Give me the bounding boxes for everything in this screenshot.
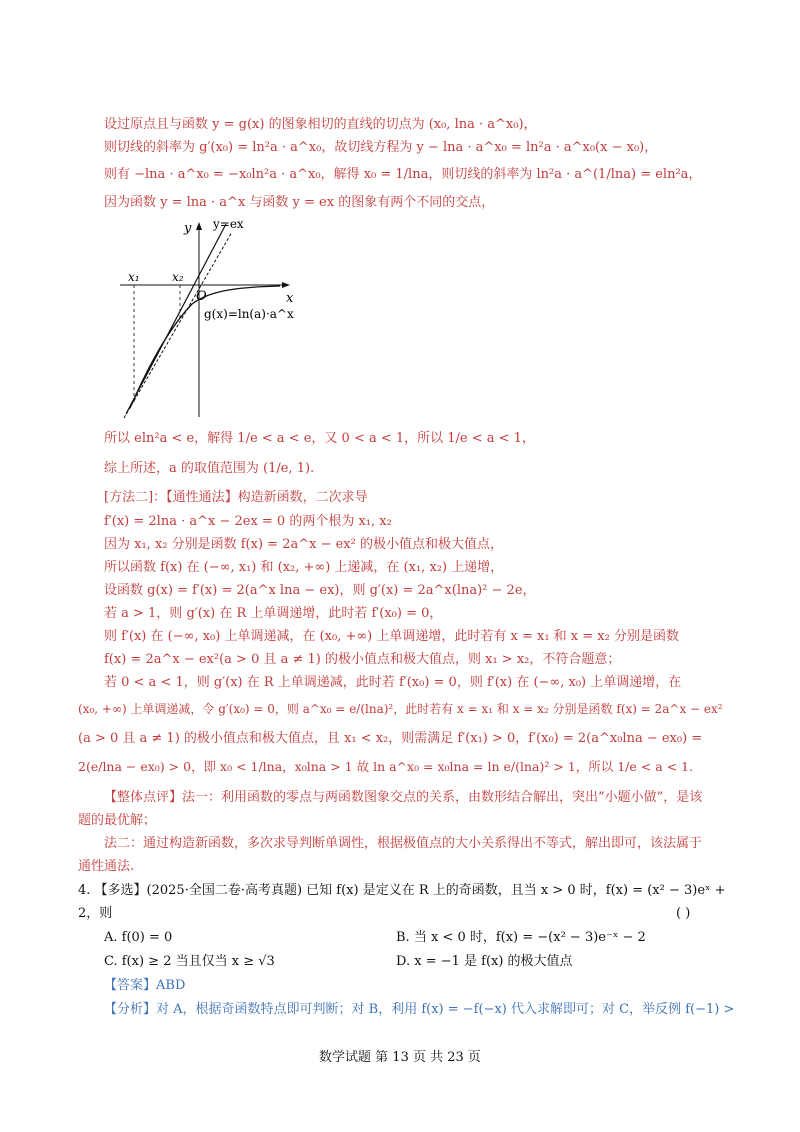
solution-line-11: 设函数 g(x) = f′(x) = 2(a^x lna − ex)，则 g′(x) = 2a^x(lna)² − 2e， <box>104 583 536 598</box>
solution-line-10: 所以函数 f(x) 在 (−∞, x₁) 和 (x₂, +∞) 上递减，在 (x₁, x₂) 上递增， <box>104 560 504 575</box>
solution-line-5: 所以 eln²a < e，解得 1/e < a < e，又 0 < a < 1，所以 1/e < a < 1， <box>104 431 535 446</box>
question-4-stem-cont: 2，则 <box>78 906 113 921</box>
x1-label: x₁ <box>128 270 140 284</box>
answer-label: 【答案】ABD <box>104 978 186 993</box>
origin-label: O <box>196 289 207 304</box>
question-4-stem: 4. 【多选】(2025·全国二卷·高考真题) 已知 f(x) 是定义在 R 上的奇函数，且当 x > 0 时，f(x) = (x² − 3)eˣ + <box>78 883 726 898</box>
x-axis-arrow <box>282 282 290 288</box>
page-footer: 数学试题 第 13 页 共 23 页 <box>319 1050 481 1065</box>
x-axis-label: x <box>286 291 294 306</box>
review-line-2: 题的最优解； <box>78 813 157 828</box>
x2-label: x₂ <box>172 270 184 284</box>
solution-line-12: 若 a > 1，则 g′(x) 在 R 上单调递增，此时若 f′(x₀) = 0， <box>104 606 443 621</box>
solution-line-9: 因为 x₁, x₂ 分别是函数 f(x) = 2a^x − ex² 的极小值点和极大值点， <box>104 537 503 552</box>
solution-line-7: [方法二]：【通性通法】构造新函数，二次求导 <box>104 490 368 505</box>
option-b: B. 当 x < 0 时，f(x) = −(x² − 3)e⁻ˣ − 2 <box>396 930 646 945</box>
solution-line-8: f′(x) = 2lna · a^x − 2ex = 0 的两个根为 x₁, x₂ <box>104 514 392 529</box>
solution-line-13: 则 f′(x) 在 (−∞, x₀) 上单调递减，在 (x₀, +∞) 上单调递增，此时若有 x = x₁ 和 x = x₂ 分别是函数 <box>104 629 679 644</box>
solution-line-1: 设过原点且与函数 y = g(x) 的图象相切的直线的切点为 (x₀, lna · a^x₀)， <box>104 117 537 132</box>
solution-line-4: 因为函数 y = lna · a^x 与函数 y = ex 的图象有两个不同的交点， <box>104 195 495 210</box>
review-line-3: 法二：通过构造新函数，多次求导判断单调性，根据极值点的大小关系得出不等式，解出即可，该法属于 <box>104 836 703 851</box>
curve-label: g(x)=ln(a)·a^x <box>204 307 294 321</box>
solution-line-15: 若 0 < a < 1，则 g′(x) 在 R 上单调递减，此时若 f′(x₀) = 0，则 f′(x) 在 (−∞, x₀) 上单调递增，在 <box>104 675 682 690</box>
solution-line-3: 则有 −lna · a^x₀ = −x₀ln²a · a^x₀，解得 x₀ = 1/lna，则切线的斜率为 ln²a · a^(1/lna) = eln²a， <box>104 167 702 182</box>
review-line-4: 通性通法. <box>78 859 135 874</box>
review-line-1: 【整体点评】法一：利用函数的零点与两函数图象交点的关系，由数形结合解出，突出“小题小做”，是该 <box>104 790 703 805</box>
answer-paren: ( ) <box>676 906 691 921</box>
solution-line-17: (a > 0 且 a ≠ 1) 的极小值点和极大值点，且 x₁ < x₂，则需满足 f′(x₁) > 0，f′(x₀) = 2(a^x₀lna − ex₀) = <box>78 731 703 746</box>
option-c: C. f(x) ≥ 2 当且仅当 x ≥ √3 <box>104 954 275 969</box>
solution-line-16: (x₀, +∞) 上单调递减，令 g′(x₀) = 0，则 a^x₀ = e/(lna)²，此时若有 x = x₁ 和 x = x₂ 分别是函数 f(x) = 2a^x − ex² <box>78 702 723 716</box>
option-d: D. x = −1 是 f(x) 的极大值点 <box>396 954 573 969</box>
tangent-line <box>124 232 232 418</box>
y-axis-label: y <box>184 221 192 236</box>
solution-line-2: 则切线的斜率为 g′(x₀) = ln²a · a^x₀，故切线方程为 y − lna · a^x₀ = ln²a · a^x₀(x − x₀)， <box>104 140 658 155</box>
y-axis-arrow <box>196 222 202 230</box>
solution-line-6: 综上所述，a 的取值范围为 (1/e, 1). <box>104 461 315 476</box>
option-a: A. f(0) = 0 <box>104 930 173 945</box>
function-graph <box>110 212 310 422</box>
solution-line-14: f(x) = 2a^x − ex²(a > 0 且 a ≠ 1) 的极小值点和极大值点，则 x₁ > x₂，不符合题意； <box>104 652 621 667</box>
solution-line-18: 2(e/lna − ex₀) > 0，即 x₀ < 1/lna，x₀lna > 1 故 ln a^x₀ = x₀lna = ln e/(lna)² > 1，所以 1/e < a < 1. <box>78 759 694 774</box>
curve-g <box>130 286 280 408</box>
analysis-line: 【分析】对 A，根据奇函数特点即可判断；对 B，利用 f(x) = −f(−x) 代入求解即可；对 C，举反例 f(−1) > <box>104 1002 735 1017</box>
line-label: y=ex <box>213 217 244 231</box>
